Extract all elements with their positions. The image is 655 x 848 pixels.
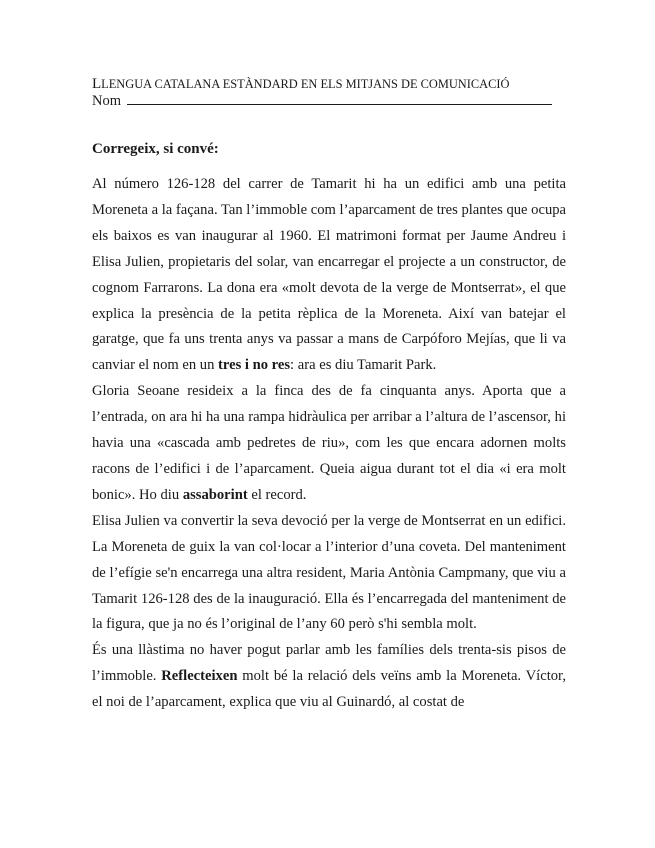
paragraph-3: Elisa Julien va convertir la seva devoció per la verge de Montserrat en un edifici. La Moreneta de guix la van col·locar a l’interior d’una coveta. Del manteniment de l’efígie se'n encarrega una altra resident, Maria Antònia Campmany, que viu a Tamarit 126-128 des de la inauguració. Ella és l’encarregada del manteniment de la figura, que ja no és l’original de l’any 60 però s'hi sembla molt.	[92, 512, 566, 633]
bold-phrase-tres-i-no-res: tres i no res	[218, 357, 291, 374]
name-label: Nom	[92, 93, 121, 109]
name-blank-line[interactable]	[127, 92, 552, 105]
paragraph-2: Gloria Seoane resideix a la finca des de fa cinquanta anys. Aporta que a l’entrada, on ara hi ha una rampa hidràulica per arribar a l’altura de l’ascensor, hi havia una «cascada amb pedretes de riu», com les que encara adornen molts racons de l’edifici i de l’aparcament. Queia aigua durant tot el dia «i era molt bonic». Ho diu assaborint el record.	[92, 383, 566, 503]
title-rest: LENGUA CATALANA ESTÀNDARD EN ELS MITJANS DE COMUNICACIÓ	[101, 77, 510, 91]
paragraph-1: Al número 126-128 del carrer de Tamarit hi ha un edifici amb una petita Moreneta a la façana. Tan l’immoble com l’aparcament de tres plantes que ocupa els baixos es van inaugurar al 1960. El matrimoni format per Jaume Andreu i Elisa Julien, propietaris del solar, van encarregar el projecte a un constructor, de cognom Farrarons. La dona era «molt devota de la verge de Montserrat», el que explica la presència de la petita rèplica de la Moreneta. Així van batejar el garatge, que fa uns trenta anys va passar a mans de Carpóforo Mejías, que li va canviar el nom en un tres i no res: ara es diu Tamarit Park.	[92, 176, 567, 374]
body-text	[92, 172, 566, 716]
name-field[interactable]	[92, 92, 566, 110]
instruction-heading: Corregeix, si convé:	[92, 141, 219, 157]
bold-word-reflecteixen: Reflecteixen	[161, 668, 238, 685]
document-page	[92, 77, 566, 716]
paragraph-4: És una llàstima no haver pogut parlar amb les famílies dels trenta-sis pisos de l’immoble. Reflecteixen molt bé la relació dels veïns amb la Moreneta. Víctor, el noi de l’aparcament, explica que viu al Guinardó, al costat de	[92, 642, 566, 711]
bold-word-assaborint: assaborint	[182, 486, 248, 503]
document-title	[92, 77, 566, 92]
title-initial: L	[92, 76, 102, 92]
